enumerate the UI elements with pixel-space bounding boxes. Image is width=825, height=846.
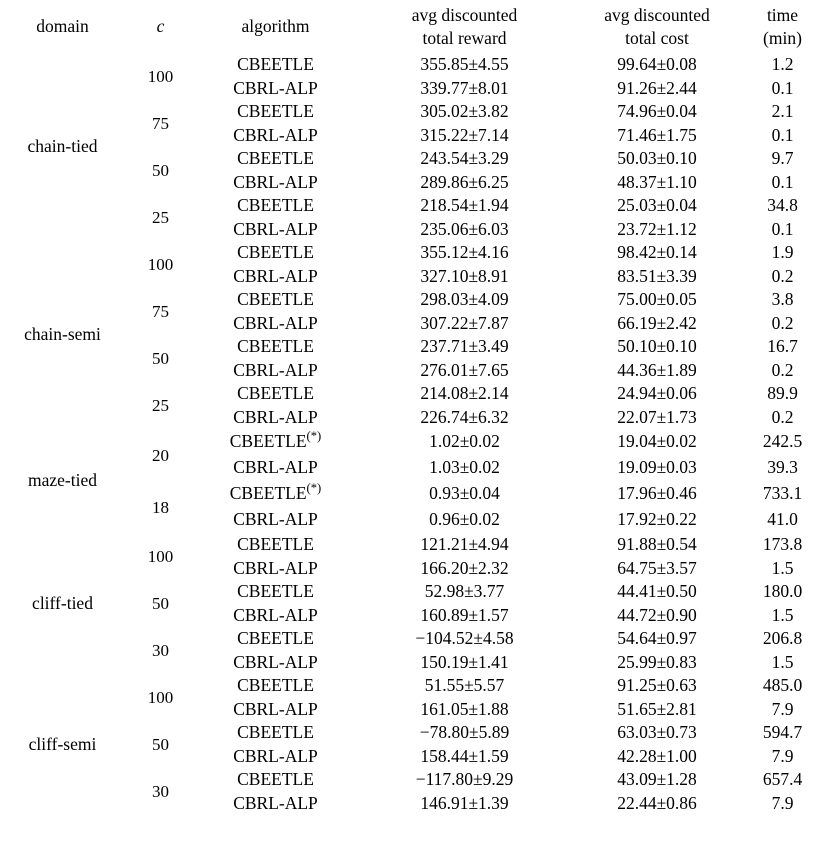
avg-discounted-total-reward-value: 1.02±0.02: [429, 431, 500, 452]
avg-discounted-total-reward-value: −78.80±5.89: [419, 722, 510, 742]
algorithm-name: CBRL-ALP: [233, 406, 318, 427]
time-minutes-value: 206.8: [762, 628, 803, 648]
time-minutes-value: 0.2: [771, 312, 794, 333]
cost-limit-value: 25: [152, 208, 169, 227]
time-minutes-value: 0.1: [771, 171, 794, 192]
avg-discounted-total-cost-value: 42.28±1.00: [617, 745, 697, 766]
time-minutes-value: 7.9: [771, 745, 794, 766]
time-minutes-value: 173.8: [762, 534, 803, 554]
header-time-min: time (min): [763, 5, 802, 48]
algorithm-name: CBEETLE(*): [229, 429, 322, 452]
avg-discounted-total-cost-value: 75.00±0.05: [617, 289, 697, 309]
algorithm-name: CBEETLE: [237, 534, 314, 554]
cost-limit-value: 30: [152, 782, 169, 801]
avg-discounted-total-reward-value: 150.19±1.41: [420, 651, 509, 672]
avg-discounted-total-cost-value: 44.36±1.89: [617, 359, 697, 380]
cost-limit-value: 18: [152, 497, 169, 517]
algorithm-name: CBRL-ALP: [233, 171, 318, 192]
avg-discounted-total-reward-value: 235.06±6.03: [420, 218, 509, 239]
avg-discounted-total-reward-value: 218.54±1.94: [420, 195, 509, 215]
avg-discounted-total-reward-value: 166.20±2.32: [420, 557, 509, 578]
avg-discounted-total-reward-value: 0.96±0.02: [429, 509, 500, 530]
time-minutes-value: 485.0: [762, 675, 803, 695]
algorithm-name: CBRL-ALP: [233, 557, 318, 578]
algorithm-name: CBEETLE: [237, 242, 314, 262]
avg-discounted-total-reward-value: 243.54±3.29: [420, 148, 509, 168]
algorithm-name: CBEETLE: [237, 54, 314, 74]
avg-discounted-total-reward-value: 298.03±4.09: [420, 289, 509, 309]
algorithm-name: CBEETLE: [237, 289, 314, 309]
algorithm-name: CBRL-ALP: [233, 77, 318, 98]
cost-limit-value: 100: [147, 547, 174, 566]
avg-discounted-total-reward-value: 307.22±7.87: [420, 312, 509, 333]
table-row: [0, 674, 825, 698]
avg-discounted-total-reward-value: 158.44±1.59: [420, 745, 509, 766]
avg-discounted-total-cost-value: 50.10±0.10: [617, 336, 697, 356]
time-minutes-value: 0.2: [771, 359, 794, 380]
cost-limit-value: 30: [152, 641, 169, 660]
avg-discounted-total-cost-value: 83.51±3.39: [617, 265, 697, 286]
avg-discounted-total-reward-value: −104.52±4.58: [415, 628, 514, 648]
cost-limit-value: 50: [152, 161, 169, 180]
table-row: [0, 241, 825, 265]
cost-limit-value: 25: [152, 396, 169, 415]
cost-limit-value: 75: [152, 114, 169, 133]
algorithm-name: CBRL-ALP: [233, 359, 318, 380]
avg-discounted-total-cost-value: 19.09±0.03: [617, 457, 697, 478]
algorithm-name: CBRL-ALP: [233, 651, 318, 672]
avg-discounted-total-cost-value: 74.96±0.04: [617, 101, 697, 121]
cost-limit-value: 100: [147, 255, 174, 274]
avg-discounted-total-cost-value: 91.26±2.44: [617, 77, 697, 98]
algorithm-name: CBEETLE(*): [229, 481, 322, 504]
time-minutes-value: 7.9: [771, 698, 794, 719]
avg-discounted-total-reward-value: 161.05±1.88: [420, 698, 509, 719]
avg-discounted-total-reward-value: 146.91±1.39: [420, 792, 509, 813]
domain-label: cliff-tied: [32, 592, 93, 613]
time-minutes-value: 39.3: [767, 457, 798, 478]
time-minutes-value: 1.5: [771, 557, 794, 578]
avg-discounted-total-reward-value: 214.08±2.14: [420, 383, 509, 403]
avg-discounted-total-cost-value: 17.92±0.22: [617, 509, 697, 530]
avg-discounted-total-reward-value: 52.98±3.77: [424, 581, 505, 601]
table-header-row: [0, 0, 825, 53]
cost-limit-value: 100: [147, 688, 174, 707]
time-minutes-value: 0.1: [771, 124, 794, 145]
algorithm-name: CBEETLE: [237, 675, 314, 695]
algorithm-name: CBEETLE: [237, 148, 314, 168]
algorithm-name: CBRL-ALP: [233, 312, 318, 333]
algorithm-name: CBRL-ALP: [233, 698, 318, 719]
cost-limit-value: 20: [152, 445, 169, 465]
avg-discounted-total-cost-value: 64.75±3.57: [617, 557, 697, 578]
time-minutes-value: 180.0: [762, 581, 803, 601]
domain-label: maze-tied: [28, 470, 97, 491]
avg-discounted-total-cost-value: 98.42±0.14: [617, 242, 697, 262]
avg-discounted-total-cost-value: 50.03±0.10: [617, 148, 697, 168]
avg-discounted-total-cost-value: 99.64±0.08: [617, 54, 697, 74]
domain-label: cliff-semi: [28, 733, 97, 754]
algorithm-name: CBEETLE: [237, 769, 314, 789]
time-minutes-value: 34.8: [767, 195, 798, 215]
time-minutes-value: 7.9: [771, 792, 794, 813]
algorithm-name: CBRL-ALP: [233, 509, 318, 530]
algorithm-name: CBEETLE: [237, 628, 314, 648]
avg-discounted-total-cost-value: 22.44±0.86: [617, 792, 697, 813]
header-avg-discounted-total-reward: avg discounted total reward: [411, 5, 518, 48]
time-minutes-value: 16.7: [767, 336, 798, 356]
domain-label: chain-semi: [24, 324, 101, 345]
avg-discounted-total-cost-value: 66.19±2.42: [617, 312, 697, 333]
avg-discounted-total-reward-value: −117.80±9.29: [415, 769, 514, 789]
avg-discounted-total-cost-value: 54.64±0.97: [617, 628, 697, 648]
avg-discounted-total-cost-value: 48.37±1.10: [617, 171, 697, 192]
algorithm-name: CBEETLE: [237, 722, 314, 742]
avg-discounted-total-reward-value: 305.02±3.82: [420, 101, 509, 121]
avg-discounted-total-reward-value: 355.12±4.16: [420, 242, 509, 262]
avg-discounted-total-cost-value: 19.04±0.02: [617, 431, 697, 452]
avg-discounted-total-reward-value: 0.93±0.04: [429, 483, 500, 504]
avg-discounted-total-cost-value: 23.72±1.12: [617, 218, 697, 239]
avg-discounted-total-reward-value: 327.10±8.91: [420, 265, 509, 286]
cost-limit-value: 50: [152, 594, 169, 613]
header-c: c: [156, 16, 165, 37]
domain-label: chain-tied: [27, 136, 98, 157]
table-row: [0, 53, 825, 77]
avg-discounted-total-reward-value: 160.89±1.57: [420, 604, 509, 625]
avg-discounted-total-cost-value: 71.46±1.75: [617, 124, 697, 145]
time-minutes-value: 1.5: [771, 651, 794, 672]
avg-discounted-total-reward-value: 339.77±8.01: [420, 77, 509, 98]
avg-discounted-total-reward-value: 1.03±0.02: [429, 457, 500, 478]
avg-discounted-total-reward-value: 237.71±3.49: [420, 336, 509, 356]
avg-discounted-total-cost-value: 22.07±1.73: [617, 406, 697, 427]
cost-limit-value: 50: [152, 349, 169, 368]
algorithm-name: CBEETLE: [237, 383, 314, 403]
algorithm-name: CBRL-ALP: [233, 745, 318, 766]
algorithm-name: CBEETLE: [237, 195, 314, 215]
cost-limit-value: 75: [152, 302, 169, 321]
avg-discounted-total-reward-value: 315.22±7.14: [420, 124, 509, 145]
time-minutes-value: 0.1: [771, 77, 794, 98]
time-minutes-value: 733.1: [762, 483, 803, 504]
algorithm-name: CBEETLE: [237, 336, 314, 356]
time-minutes-value: 0.2: [771, 406, 794, 427]
avg-discounted-total-reward-value: 226.74±6.32: [420, 406, 509, 427]
time-minutes-value: 0.1: [771, 218, 794, 239]
time-minutes-value: 2.1: [771, 101, 794, 121]
algorithm-name: CBRL-ALP: [233, 218, 318, 239]
avg-discounted-total-cost-value: 43.09±1.28: [617, 769, 697, 789]
time-minutes-value: 89.9: [767, 383, 798, 403]
time-minutes-value: 0.2: [771, 265, 794, 286]
time-minutes-value: 594.7: [762, 722, 803, 742]
avg-discounted-total-cost-value: 91.25±0.63: [617, 675, 697, 695]
table-row: [0, 533, 825, 557]
cost-limit-value: 50: [152, 735, 169, 754]
algorithm-name: CBRL-ALP: [233, 457, 318, 478]
time-minutes-value: 3.8: [771, 289, 794, 309]
avg-discounted-total-cost-value: 91.88±0.54: [617, 534, 697, 554]
algorithm-name: CBRL-ALP: [233, 124, 318, 145]
algorithm-name: CBEETLE: [237, 101, 314, 121]
time-minutes-value: 9.7: [771, 148, 794, 168]
algorithm-name: CBRL-ALP: [233, 265, 318, 286]
cost-limit-value: 100: [147, 67, 174, 86]
time-minutes-value: 1.9: [771, 242, 794, 262]
time-minutes-value: 1.2: [771, 54, 794, 74]
avg-discounted-total-cost-value: 63.03±0.73: [617, 722, 697, 742]
avg-discounted-total-cost-value: 25.99±0.83: [617, 651, 697, 672]
time-minutes-value: 1.5: [771, 604, 794, 625]
avg-discounted-total-cost-value: 44.72±0.90: [617, 604, 697, 625]
avg-discounted-total-cost-value: 17.96±0.46: [617, 483, 697, 504]
algorithm-name: CBRL-ALP: [233, 604, 318, 625]
avg-discounted-total-cost-value: 24.94±0.06: [617, 383, 697, 403]
avg-discounted-total-reward-value: 355.85±4.55: [420, 54, 509, 74]
header-algorithm: algorithm: [241, 16, 310, 37]
header-domain: domain: [36, 16, 89, 37]
algorithm-name: CBEETLE: [237, 581, 314, 601]
time-minutes-value: 41.0: [767, 509, 798, 530]
avg-discounted-total-reward-value: 51.55±5.57: [424, 675, 505, 695]
time-minutes-value: 657.4: [762, 769, 803, 789]
avg-discounted-total-reward-value: 289.86±6.25: [420, 171, 509, 192]
avg-discounted-total-reward-value: 276.01±7.65: [420, 359, 509, 380]
avg-discounted-total-reward-value: 121.21±4.94: [420, 534, 509, 554]
table-row: [0, 429, 825, 455]
avg-discounted-total-cost-value: 44.41±0.50: [617, 581, 697, 601]
avg-discounted-total-cost-value: 25.03±0.04: [617, 195, 697, 215]
avg-discounted-total-cost-value: 51.65±2.81: [617, 698, 697, 719]
time-minutes-value: 242.5: [762, 431, 803, 452]
header-avg-discounted-total-cost: avg discounted total cost: [604, 5, 710, 48]
algorithm-name: CBRL-ALP: [233, 792, 318, 813]
